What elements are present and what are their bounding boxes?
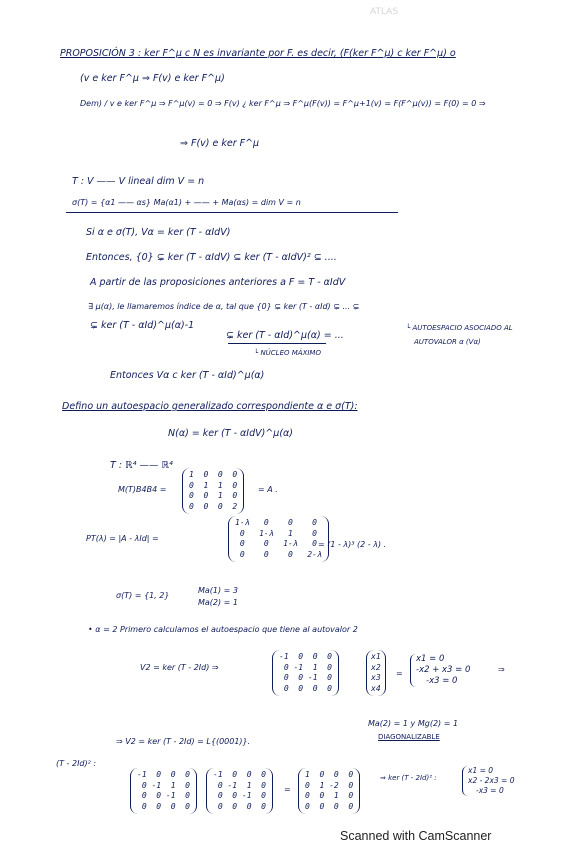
system-2-eq-3: -x3 = 0 [476,786,504,795]
spectrum-definition: σ(T) = {α1 —— αs} Ma(α1) + —— + Ma(αs) = dim V = n [72,198,301,207]
squared-right-factor: -1 0 0 0 0 -1 1 0 0 0 -1 0 0 0 0 0 [206,768,273,814]
squared-result-matrix: 1 0 0 0 0 1 -2 0 0 0 1 0 0 0 0 0 [298,768,360,814]
kernel-chain-continued: ⊊ ker (T - αId)^µ(α)-1 [90,320,195,331]
system-equations-2 [462,766,515,796]
autovalor-note: AUTOVALOR α (Vα) [414,338,481,346]
unknown-vector: x1 x2 x3 x4 [366,650,386,696]
squared-label: (T - 2Id)² : [56,759,97,768]
generalized-eigenspace-formula: N(α) = ker (T - αIdV)^µ(α) [168,428,294,439]
scanner-watermark: Scanned with CamScanner [340,829,492,843]
t-minus-2id-matrix: -1 0 0 0 0 -1 1 0 0 0 -1 0 0 0 0 0 [272,650,339,696]
eigenspace-inclusion: Entonces Vα c ker (T - αId)^µ(α) [110,370,265,381]
kernel-max-underline [228,343,326,344]
system-1-eq-3: -x3 = 0 [426,676,458,686]
index-definition: ∃ µ(α), le llamaremos índice de α, tal que {0} ⊊ ker (T - αId) ⊊ ... ⊊ [88,302,360,311]
autospace-note: └ AUTOESPACIO ASOCIADO AL [406,324,513,332]
system-2-eq-1: x1 = 0 [468,766,494,775]
algebraic-multiplicity-2: Ma(2) = 1 [198,598,239,607]
multiplicity-comparison: Ma(2) = 1 y Mg(2) = 1 [368,719,459,728]
bleed-through-text: ATLAS [370,7,399,17]
v2-span: ⇒ V2 = ker (T - 2Id) = L{(0001)}. [116,737,251,746]
system-equals: = [396,669,403,678]
characteristic-polynomial-label: PT(λ) = |A - λId| = [86,534,159,543]
characteristic-matrix: 1-λ 0 0 0 0 1-λ 1 0 0 0 1-λ 0 0 0 0 2-λ [228,516,329,562]
matrix-label: M(T)B4B4 = [118,485,167,494]
system-equations-1 [410,654,470,687]
characteristic-polynomial-result: = (1 - λ)³ (2 - λ) . [318,540,387,549]
example-map: T : ℝ⁴ —— ℝ⁴ [110,460,173,471]
spectrum-example: σ(T) = {1, 2} [116,591,170,600]
system-1-eq-1: x1 = 0 [416,654,445,664]
separator-line [66,212,398,213]
proof-line-2: ⇒ F(v) e ker F^µ [180,138,260,149]
implies-arrow: ⇒ [498,665,505,674]
kernel-chain: Entonces, {0} ⊊ ker (T - αIdV) ⊆ ker (T - αIdV)² ⊆ .... [86,252,337,263]
system-1-eq-2: -x2 + x3 = 0 [416,665,471,675]
generalized-eigenspace-definition: Defino un autoespacio generalizado correspondiente α e σ(T): [62,401,358,412]
kernel-max: ⊊ ker (T - αId)^µ(α) = ... [226,330,344,341]
proof-line-1: Dem) / v e ker F^µ ⇒ F^µ(v) = 0 ⇒ F(v) ¿ ker F^µ ⇒ F^µ(F(v)) = F^µ+1(v) = F(F^µ(v)) = F(0) = 0 ⇒ [80,99,486,108]
from-propositions-line: A partir de las proposiciones anteriores a F = T - αIdV [90,277,346,288]
proposition-heading: PROPOSICIÓN 3 : ker F^µ c N es invariante por F. es decir, (F(ker F^µ) c ker F^µ) o [60,48,456,59]
alpha-two-step: • α = 2 Primero calculamos el autoespacio que tiene al autovalor 2 [88,625,358,634]
v2-kernel-label: V2 = ker (T - 2Id) ⇒ [140,663,219,672]
proposition-restatement: (v e ker F^µ ⇒ F(v) e ker F^µ) [80,73,225,84]
eigenspace-definition: Si α e σ(T), Vα = ker (T - αIdV) [86,227,231,238]
squared-equals: = [284,785,291,794]
system-2-eq-2: x2 - 2x3 = 0 [468,776,515,785]
matrix-a: 1 0 0 0 0 1 1 0 0 0 1 0 0 0 0 2 [182,468,244,514]
matrix-equals-a: = A . [258,485,278,494]
squared-kernel-label: ⇒ ker (T - 2Id)² : [380,774,437,782]
linear-map-definition: T : V —— V lineal dim V = n [72,176,205,187]
max-kernel-note: └ NÚCLEO MÁXIMO [254,349,321,357]
diagonalizable-note: DIAGONALIZABLE [378,733,440,741]
squared-left-factor: -1 0 0 0 0 -1 1 0 0 0 -1 0 0 0 0 0 [130,768,197,814]
algebraic-multiplicity-1: Ma(1) = 3 [198,586,239,595]
